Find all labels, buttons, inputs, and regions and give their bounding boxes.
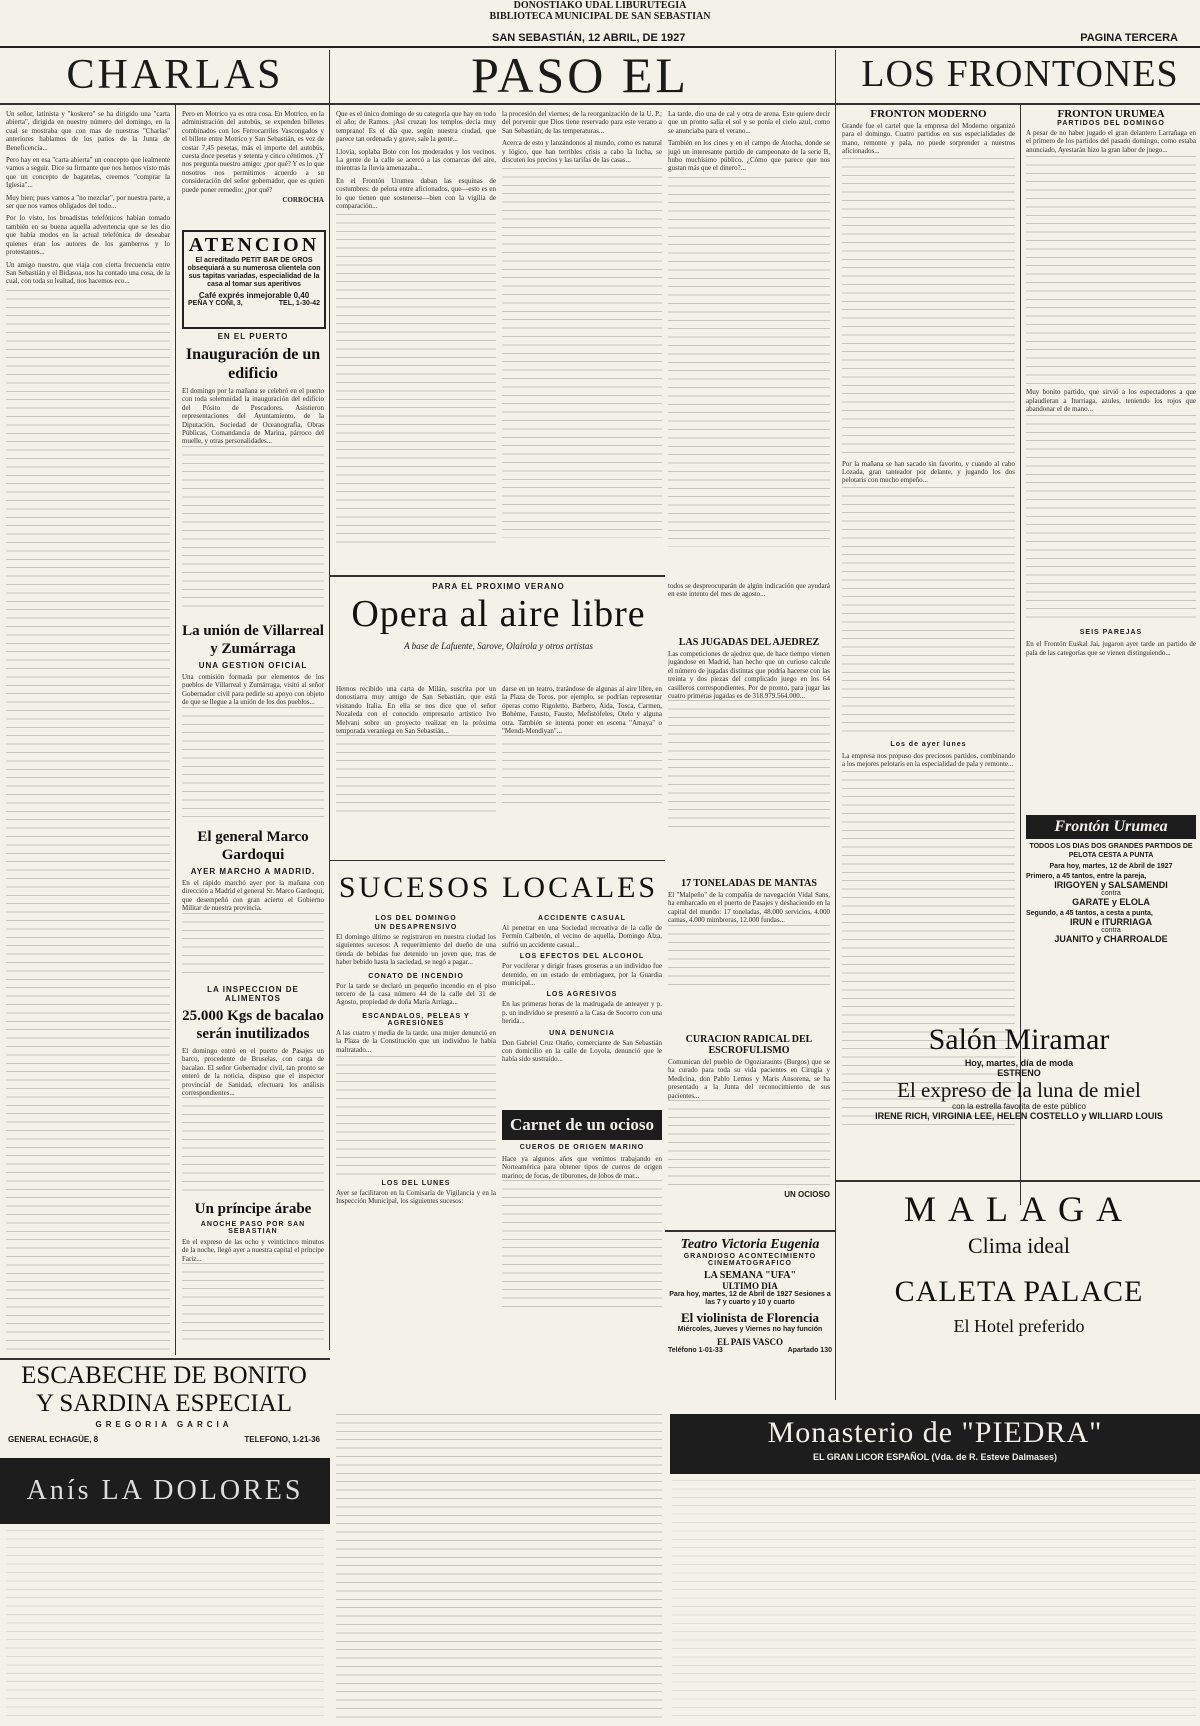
bottom-left-filler [6,1530,324,1720]
opera-column-1 [336,685,496,855]
escabeche-title-1: ESCABECHE DE BONITO [21,1362,307,1389]
text-filler [336,1056,496,1176]
paso-paragraph: la procesión del viernes; de la reorganización de la U. P.; del porvenir que Dios tiene reservado para este verano a San Sebastián; de las temperaturas... [502,110,662,135]
urumea-ad-p1c: GARATE y ELOLA [1072,897,1150,907]
gardoqui-text: En el rápido marchó ayer por la mañana con dirección a Madrid el general Sr. Marco Gardoqui, que desempeñó con gran acierto el Gobierno Militar de nuestra provincia. [182,879,324,913]
text-filler [182,913,324,973]
opera-title: Opera al aire libre [351,593,646,635]
urumea-subhead: SEIS PAREJAS [1079,629,1143,637]
gardoqui-kicker: AYER MARCHO A MADRID. [190,867,316,876]
text-filler [502,1180,662,1310]
moderno-text: Por la mañana se han sacado sin favorito, y cuando al cabo Lozada, gran tanteador por delante, y jugando los dos pelotaris con mucho empeño... [842,459,1015,485]
miramar-line: Hoy, martes, día de moda [964,1058,1074,1068]
atencion-ad [182,230,326,329]
moderno-column [842,108,1015,1168]
mantas-article [668,878,830,1028]
opera-column-2 [502,685,662,855]
villarreal-title: La unión de Villarreal y Zumárraga [182,623,324,657]
opera-text: Hemos recibido una carta de Milán, suscrita por un donostiarra muy amigo de San Sebastián, que está visitando Italia. En ella se nos dice que el señor Nozaleda con el conocido empresario artístico Ivo Melvani sobre un proyecto realizar en la próxima temporada veraniega en San Sebastián... [336,685,496,736]
text-filler [1026,415,1196,625]
archive-header [0,0,1200,22]
moderno-subhead: Los de ayer lunes [890,740,967,748]
puerto-title: Inauguración de un edificio [185,346,321,382]
mantas-text: El "Malpeño" de la compañía de navegación Vidal Sans, ha embarcado en el puerto de Pasajes y deshaciendo en la capital del mundo: 17 toneladas, 48.000 servicios, 4.000 camas, 4.000 mimbreras, 12.000 fundas... [668,891,830,925]
ajedrez-text: Las competiciones de ajedrez que, de hace tiempo vienen jugándose en Madrid, han hecho que un curioso calcule el número de jugadas distintas que podría hacerse con las treinta y dos piezas del complicado juego en los 64 casilleros correspondientes. Por de pronto, para jugar las cuatro primeras jugadas es de 318.979.564.000... [668,650,830,701]
urumea-ad-p1b: contra [1101,890,1121,897]
headline-paso-el-domingo: PASO EL [471,48,689,102]
sucesos-text: Por la tarde se declaró un pequeño incendio en el piso tercero de la casa número 44 de la calle del 31 de Agosto, propiedad de doña María Arriaga... [336,981,496,1007]
sucesos-subhead: CONATO DE INCENDIO [368,972,464,980]
victoria-foot: EL PAIS VASCO [716,1337,784,1347]
sucesos-column-1 [336,915,496,1355]
villarreal-text: Una comisión formada por elementos de los pueblos de Villarreal y Zumárraga, visitó al señor Gobernador civil para pedirle su apoyo con objeto de que se llegue a la unión de los dos pueblos... [182,673,324,707]
urumea-ad-p2: Segundo, a 45 tantos, a cesta a punta, [1026,910,1153,917]
sucesos-subhead: ACCIDENTE CASUAL [538,915,626,922]
text-filler [842,487,1015,737]
charlas-paragraph: Un señor, latinista y "koskero" se ha dirigido una "carta abierta", dirigida en nuestro número del domingo, en la cual se mostraba que con mas de nuestras "Charlas" anteriores hablamos de los patios de la Junta de Beneficencia... [6,110,170,152]
text-filler [336,735,496,815]
bottom-middle-filler [336,1414,662,1720]
paso-paragraph: Que es el único domingo de su categoría que hay en todo el año; de Ramos. ¡Así cruzan los templos decía muy temprano! Es el día que, según nuestra ciudad, que parece tan ordenada y grave, sale la gente... [336,110,496,144]
sucesos-text: Don Gabriel Cruz Otaño, comerciante de San Sebastián con domicilio en la calle de Loyola, denunció que le había sido sustraído... [502,1038,662,1064]
section-rule [0,1358,330,1360]
piedra-subtitle: EL GRAN LICOR ESPAÑOL (Vda. de R. Esteve Dalmases) [812,1452,1058,1462]
urumea-text: En el Frontón Euskal Jai, jugaron ayer tarde un partido de pala de las categorías que se vienen distinguiendo... [1026,640,1196,657]
carnet-kicker: CUEROS DE ORIGEN MARINO [519,1144,645,1151]
charlas-paragraph: Pero hay en esa "carta abierta" un concepto que lealmente vamos a seguir. Dice su firmante que nos hemos visto más que un concepto de bagatelas, creemos "comprar la Iglesia"... [6,156,170,190]
urumea-ad-p1: Primero, a 45 tantos, entre la pareja, [1026,873,1147,880]
mantas-title: 17 TONELADAS DE MANTAS [681,878,817,889]
principe-article [182,1200,324,1350]
carnet-title-box [502,1110,662,1140]
carnet-article [502,1110,662,1355]
sucesos-header [336,868,661,908]
paso-column-2 [502,110,662,565]
text-filler [668,1100,830,1190]
charlas-paragraph: Muy bien; pues vamos a "no mezclar", por nuestra parte, a ser que nos vamos obligados del todo... [6,193,170,211]
sucesos-text: Al penetrar en una Sociedad recreativa de la calle de Fermín Calbetón, el vecino de aquella, Domingo Alza, sufrió un accidente casual... [502,924,662,949]
text-filler [336,214,496,544]
urumea-title: FRONTON URUMEA [1057,108,1165,120]
text-filler [182,1263,324,1343]
miramar-ad [842,1022,1196,1174]
atencion-title: ATENCION [188,234,320,256]
alimentos-kicker: LA INSPECCION DE ALIMENTOS [207,985,299,1003]
dateline [0,32,1200,48]
sucesos-subhead: ESCANDALOS, PELEAS Y AGRESIONES [362,1012,470,1027]
urumea-text: A pesar de no haber jugado el gran delantero Larrañaga en el primero de los partidos del pasado domingo, como estaba anunciado, Ayestarán hizo la gran labor de juego... [1026,129,1196,154]
victoria-line: Para hoy, martes, 12 de Abril de 1927 Sesiones a las 7 y cuarto y 10 y cuarto [669,1291,831,1306]
puerto-text: El domingo por la mañana se celebró en el puerto con toda solemnidad la inauguración del edificio del Pósito de Pescadores. Asistieron representaciones del Ayuntamiento, de la Diputación, Sociedad de Oceanografía, Obras Públicas, Comandancia de Marina, párroco del muelle, y otras personalidades... [182,387,324,446]
alimentos-article [182,985,324,1195]
charlas-paragraph: Por lo visto, los broadistas telefónicos habían tomado también en su buena aquella advertencia que se les dio que había modos en la actual telefónica de deseabar quienes eran los autores de los gamberros y lo protestantes... [6,214,170,257]
carnet-title: Carnet de un ocioso [509,1115,655,1134]
text-filler [336,1414,662,1720]
victoria-ad [668,1236,832,1408]
miramar-name: Salón Miramar [928,1023,1110,1056]
miramar-film: El expreso de la luna de miel [897,1078,1141,1102]
sucesos-subhead: LOS AGRESIVOS [546,991,618,999]
sucesos-text: En las primeras horas de la madrugada de anteayer y p. p. un individuo se presentó a la Casa de Socorro con una herida... [502,1000,662,1026]
urumea-ad-p2c: JUANITO y CHARROALDE [1054,934,1168,944]
victoria-subtitle: GRANDIOSO ACONTECIMIENTO CINEMATOGRAFICO [683,1253,817,1267]
section-rule [330,860,665,861]
victoria-name: Teatro Victoria Eugenia [680,1237,820,1252]
principe-text: En el expreso de las ocho y veinticinco minutos de la noche, llegó ayer a nuestra capital el príncipe Fariz... [182,1238,324,1263]
section-rule [836,1180,1200,1182]
issue-date: SAN SEBASTIÁN, 12 ABRIL, DE 1927 [492,32,686,44]
victoria-week: LA SEMANA "UFA" [703,1270,797,1281]
paso-paragraph: Llovía, soplaba Boto con los moderados y los vecinos. La gente de la calle se acercó a las comarcas del aire, mientras la lluvia amenazaba... [336,147,496,173]
victoria-box: Apartado 130 [787,1347,832,1354]
malaga-hotel: CALETA PALACE [894,1275,1144,1308]
headline-charlas: CHARLAS [66,52,284,98]
moderno-title: FRONTON MODERNO [870,108,987,120]
villarreal-kicker: UNA GESTION OFICIAL [198,661,308,670]
gardoqui-title: El general Marco Gardoqui [197,829,309,863]
opera-text: todos se despreocuparán de algún indicación que ayudará en este intento del mes de agosto... [668,582,830,599]
miramar-cast1: con la estrella favorita de este público [952,1102,1086,1111]
text-filler [6,290,170,1350]
sucesos-subhead: UN DESAPRENSIVO [374,924,458,931]
urumea-ad-name: Frontón Urumea [1054,818,1168,835]
text-filler [668,700,830,830]
sucesos-subhead: LOS DEL DOMINGO [375,915,457,922]
victoria-last: ULTIMO DIA [722,1281,778,1291]
motrico-text: Pero en Motrico ya es otra cosa. En Motrico, en la administración del autobús, se expenden billetes combinados con los Ferrocarriles Vascongados y el billete entre Motrico y San Sebastián, es vez de costar 7,45 pesetas, más el importe del autobús, cuesta doce pesetas y setenta y cinco céntimos. ¿Y nos pregunta nuestro amigo: ¿por qué? Y es lo que nosotros nos permitimos acuerdo a su consideración del señor gobernador, que es quien puede poner remedio: ¿por qué? [182,110,324,194]
sucesos-text: Por vociferar y dirigir frases groseras a un individuo fue detenido, en un estado de embriaguez, por la Guardia municipal... [502,962,662,988]
urumea-ad-line1: TODOS LOS DIAS DOS GRANDES PARTIDOS DE PELOTA CESTA A PUNTA [1029,843,1193,859]
sucesos-column-2 [502,915,662,1105]
opera-column-3 [668,582,830,632]
paso-column-3 [668,110,830,575]
text-filler [502,735,662,805]
atencion-price: Café exprés inmejorable 0,40 [198,291,310,300]
miramar-cast2: IRENE RICH, VIRGINIA LEE, HELEN COSTELLO y WILLIARD LOUIS [875,1111,1163,1121]
text-filler [668,925,830,990]
text-filler [1026,156,1196,386]
column-rule [329,50,330,1350]
paso-paragraph: En el Frontón Urumea daban las esquinas de costumbres: de pelota entre aficionados, que—esto es en lo que tienen que sostenerse—bien con la vigilia de comparación... [336,176,496,211]
urumea-kicker: PARTIDOS DEL DOMINGO [1057,120,1165,127]
malaga-ad [842,1186,1196,1408]
page-number: PAGINA TERCERA [1080,32,1178,44]
text-filler [842,158,1015,458]
victoria-tel: Teléfono 1-01-33 [668,1347,723,1354]
sucesos-subhead: LOS DEL LUNES [381,1180,451,1188]
bottom-right-filler [672,1480,1196,1720]
text-filler [668,177,830,547]
malaga-subtitle: Clima ideal [967,1233,1071,1258]
atencion-tel: TEL, 1-30-42 [278,300,320,307]
column-rule [175,105,176,1355]
dolores-text: Anís LA DOLORES [26,1475,304,1506]
gardoqui-article [182,828,324,978]
curacion-article [668,1034,830,1224]
opera-subtitle: A base de Lafuente, Sarove, Olairola y otros artistas [404,641,593,651]
charlas-paragraph: Un amigo nuestro, que viaja con cierta frecuencia entre San Sebastián y el Bidasoa, nos ha contado una cosa, de la cual, con toda su lealtad, nos hacemos eco... [6,260,170,286]
escabeche-tel: TELEFONO, 1-21-36 [244,1435,320,1444]
paso-paragraph: También en los cines y en el campo de Atocha, donde se jugó un interesante partido de campeonato de la serie B, hubo muchísimo público. ¿Cómo que parece que nos gustan más que el dinero?... [668,139,830,173]
alimentos-text: El domingo entró en el puerto de Pasajes un barco, procedente de Bruselas, con carga de bacalao. El señor Gobernador civil, tan pronto se enteró de la noticia, dispuso que el inspector provincial de Sanidad, efectuara los análisis correspondientes... [182,1047,324,1098]
text-filler [182,446,324,612]
urumea-ad-banner [1026,815,1196,839]
sucesos-title: SUCESOS LOCALES [338,871,659,904]
section-rule [665,1230,835,1232]
moderno-text: La empresa nos propuso dos preciosos partidos, combinando a los mejores pelotaris en la especialidad de pala y remonte... [842,751,1015,769]
dolores-ad [0,1458,330,1524]
escabeche-ad [0,1362,328,1454]
curacion-signoff: UN OCIOSO [784,1190,830,1200]
puerto-kicker: EN EL PUERTO [217,332,289,341]
urumea-ad [1026,815,1196,1015]
sucesos-text: El domingo último se registraron en nuestra ciudad los siguientes sucesos: A requerimiento del dueño de una tienda de bebidas fue detenido un joven que, tras de haber bebido hasta la saciedad, se negó a pagar... [336,933,496,967]
opera-header [336,582,661,677]
sucesos-subhead: LOS EFECTOS DEL ALCOHOL [519,953,645,961]
malaga-tagline: El Hotel preferido [953,1316,1085,1336]
ajedrez-title: LAS JUGADAS DEL AJEDREZ [678,637,820,648]
alimentos-title: 25.000 Kgs de bacalao serán inutilizados [182,1008,324,1042]
opera-kicker: PARA EL PROXIMO VERANO [432,582,565,591]
moderno-text: Grande fue el cartel que la empresa del Moderno organizó para el domingo. Cuatro partidos en sus especialidades de mano, remonte y pala, no puede sorprender a nuestros aficionados... [842,122,1015,156]
column-rule [835,50,836,1400]
text-filler [502,168,662,538]
sucesos-subhead: UNA DENUNCIA [549,1029,615,1037]
curacion-title: CURACION RADICAL DEL ESCROFULISMO [685,1034,813,1056]
principe-kicker: ANOCHE PASO POR SAN SEBASTIAN [200,1221,306,1235]
victoria-days: Miércoles, Jueves y Viernes no hay función [677,1326,823,1333]
urumea-text: Muy bonito partido, que sirvió a los espectadores a que aplaudieran a Iturriaga, azules, teniendo los rojos que abandonar el de mano... [1026,388,1196,414]
text-filler [6,1530,324,1720]
opera-text: darse en un teatro, tratándose de algunas al aire libre, en la Plaza de Toros, por ejemplo, se podrían representar óperas como Rigoletto, Barbero, Aida, Tosca, Carmen, Bohème, Fausto, Fausto, Mefistófeles, Otelo y alguna otra. También se intenta poner en escena "Amaya" o "Mendi-Mendiyan"... [502,685,662,736]
paso-paragraph: La tarde, dio una de cal y otra de arena. Este quiere decir que un pronto salía el sol y se ponía el cielo azul, como se anunciaba para el verano... [668,110,830,135]
principe-title: Un príncipe árabe [194,1201,312,1217]
piedra-title: Monasterio de "PIEDRA" [767,1416,1103,1449]
villarreal-article [182,622,324,822]
charlas-signature: CORROCHA [282,196,324,205]
escabeche-address: GENERAL ECHAGÜE, 8 [8,1435,99,1444]
atencion-body: El acreditado PETIT BAR DE GROS obsequiará a su numerosa clientela con sus tapitas variadas, especialidad de la casa al tomar sus aperitivos [187,257,321,288]
miramar-estreno: ESTRENO [997,1068,1041,1078]
archive-line-1: DONOSTIAKO UDAL LIBURUTEGIA [513,0,687,11]
charlas-article [6,110,170,1355]
urumea-ad-line2: Para hoy, martes, 12 de Abril de 1927 [1049,863,1173,870]
headline-los-frontones: LOS FRONTONES [861,53,1179,95]
motrico-article [182,110,324,220]
piedra-ad [670,1414,1200,1474]
sucesos-text: A las cuatro y media de la tarde, una mujer denunció en la Plaza de la Constitución que un individuo le había maltratado... [336,1028,496,1054]
escabeche-title-2: Y SARDINA ESPECIAL [35,1390,293,1417]
paso-paragraph: Acerca de esto y lanzándonos al mundo, como es natural y lógico, que han terribles crisis a cabo la lucha, se discuten los precios y las tarifas de las casas... [502,139,662,165]
urumea-ad-p2b: contra [1101,927,1121,934]
malaga-title: MALAGA [904,1189,1134,1229]
atencion-address: PEÑA Y COÑI, 3, [188,300,243,307]
archive-line-2: BIBLIOTECA MUNICIPAL DE SAN SEBASTIAN [489,11,711,22]
victoria-film: El violinista de Florencia [680,1310,820,1325]
text-filler [672,1480,1196,1720]
sucesos-text: Ayer se facilitaron en la Comisaría de Vigilancia y en la Inspección Municipal, los siguientes sucesos: [336,1189,496,1206]
paso-column-1 [336,110,496,565]
urumea-ad-p1a: IRIGOYEN y SALSAMENDI [1054,880,1168,890]
carnet-text: Hace ya algunos años que venimos trabajando en Norteamérica para obtener tipos de cueros de origen marino; de focas, de tiburones, de lobos de mar... [502,1155,662,1180]
escabeche-owner: GREGORIA GARCIA [95,1420,233,1429]
section-rule [330,575,665,577]
text-filler [182,1097,324,1195]
text-filler [182,707,324,817]
puerto-article [182,332,324,612]
curacion-text: Comunican del pueblo de Ogoziaraunts (Burgos) que se ha curado para toda su vida pacientes en Cirugía y Medicina, don Pablo Lemos y Maris Ansorena, se ha presentado a la Junta del reconocimiento de sus pacientes... [668,1058,830,1100]
ajedrez-article [668,637,830,872]
urumea-ad-p2a: IRUN e ITURRIAGA [1069,917,1152,927]
urumea-column [1026,108,1196,808]
